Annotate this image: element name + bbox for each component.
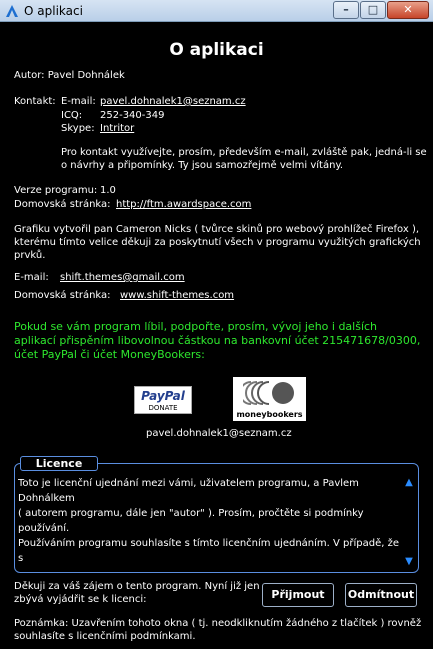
homepage-label: Domovská stránka:	[14, 199, 111, 210]
version-label: Verze programu:	[14, 185, 98, 196]
paypal-donate-button[interactable]	[134, 386, 192, 414]
scroll-up-arrow-icon[interactable]: ▲	[405, 477, 413, 488]
author-text: Autor: Pavel Dohnálek	[14, 70, 125, 81]
donation-email: pavel.dohnalek1@seznam.cz	[146, 428, 292, 439]
contact-email-label: E-mail:	[61, 96, 96, 107]
donation-line3: účet PayPal či účet MoneyBookers:	[14, 348, 205, 361]
close-icon: ✕	[403, 3, 413, 16]
accept-button[interactable]: Přijmout	[262, 583, 334, 607]
contact-label: Kontakt:	[14, 96, 56, 107]
homepage-link[interactable]: http://ftm.awardspace.com	[116, 199, 252, 210]
thanks-line2: zbývá vyjádřit se k licenci:	[14, 594, 147, 605]
donation-line1: Pokud se vám program líbil, podpořte, prosím, vývoj jeho i dalších	[14, 320, 378, 333]
license-title: Licence	[20, 456, 98, 471]
graphics-credit-line2: kterému tímto velice děkuji za poskytnutí všech v programu využitých grafických	[14, 237, 421, 248]
scroll-down-arrow-icon[interactable]: ▼	[405, 556, 413, 567]
contact-icq-label: ICQ:	[61, 110, 83, 121]
contact-note-line1: Pro kontakt využívejte, prosím, především e-mail, zvláště pak, jedná-li se	[61, 147, 427, 158]
license-text[interactable]	[18, 476, 401, 568]
contact-skype-label: Skype:	[61, 123, 95, 134]
minimize-button[interactable]	[333, 1, 359, 19]
footer-note-line2: souhlasíte s licenčními podmínkami.	[14, 631, 196, 642]
license-para1-line2: ( autorem programu, dále jen "autor" ). Prosím, pročtěte si podmínky používání.	[18, 508, 364, 534]
footer-note-line1: Poznámka: Uzavřením tohoto okna ( tj. neodkliknutím žádného z tlačítek ) rovněž	[14, 618, 422, 629]
graphics-homepage-label: Domovská stránka:	[14, 290, 111, 301]
moneybookers-icon	[243, 380, 296, 406]
moneybookers-button[interactable]	[233, 377, 306, 421]
graphics-credit-line1: Grafiku vytvořil pan Cameron Nicks ( tvůrce skinů pro webový prohlížeč Firefox ),	[14, 224, 420, 235]
contact-skype-link[interactable]: Intritor	[100, 123, 135, 134]
window-title: O aplikaci	[24, 4, 83, 18]
minimize-icon: –	[343, 3, 349, 16]
license-para1-line3: Používáním programu souhlasíte s tímto licenčním ujednáním. V případě, že s	[18, 538, 400, 564]
contact-note-line2: o návrhy a připomínky. Ty jsou samozřejmě velmi vítány.	[61, 160, 344, 171]
version-value: 1.0	[100, 185, 116, 196]
graphics-email-label: E-mail:	[14, 272, 49, 283]
moneybookers-logo: moneybookers	[236, 410, 303, 419]
thanks-line1: Děkuji za váš zájem o tento program. Nyní již jen	[14, 581, 260, 592]
page-title: O aplikaci	[169, 40, 264, 60]
graphics-homepage-link[interactable]: www.shift-themes.com	[120, 290, 235, 301]
license-para1-line1: Toto je licenční ujednání mezi vámi, uživatelem programu, a Pavlem Dohnálkem	[18, 478, 359, 504]
paypal-logo: PayPal	[141, 389, 185, 403]
title-bar	[0, 0, 433, 22]
decline-button[interactable]: Odmítnout	[345, 583, 417, 607]
app-logo-icon	[4, 3, 20, 19]
graphics-email-link[interactable]: shift.themes@gmail.com	[60, 272, 185, 283]
maximize-icon: □	[367, 3, 379, 16]
graphics-credit-line3: prvků.	[14, 250, 46, 261]
about-dialog-content	[0, 22, 433, 649]
contact-email-link[interactable]: pavel.dohnalek1@seznam.cz	[100, 96, 246, 107]
maximize-button[interactable]	[360, 1, 386, 19]
contact-icq-value: 252-340-349	[100, 110, 165, 121]
donation-line2: aplikací přispěním libovolnou částkou na bankovní účet 215471678/0300,	[14, 334, 421, 347]
paypal-donate-label: DONATE	[148, 404, 178, 412]
close-button[interactable]	[387, 1, 429, 19]
